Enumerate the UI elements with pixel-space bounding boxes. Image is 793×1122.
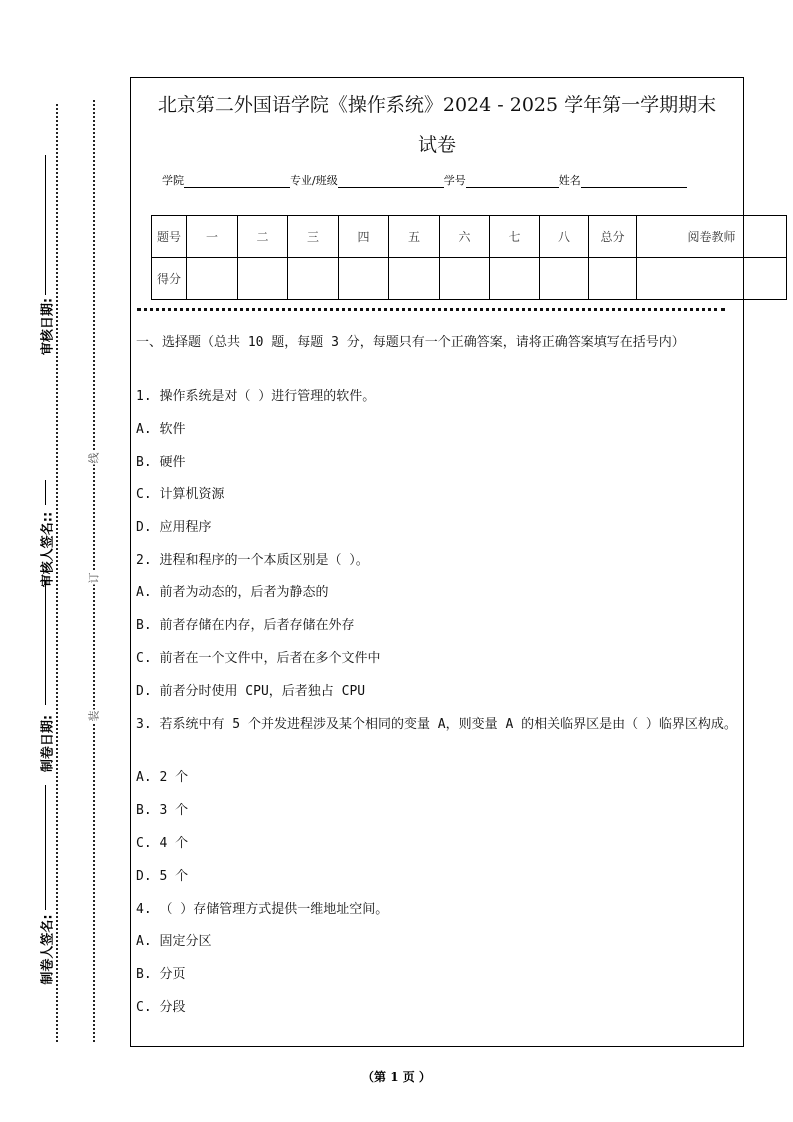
score-cell[interactable] xyxy=(187,258,238,300)
score-cell[interactable] xyxy=(238,258,288,300)
page-number: （第 1 页 ） xyxy=(362,1070,431,1084)
question-3-option-b: B. 3 个 xyxy=(136,803,189,818)
col-header: 三 xyxy=(288,216,339,258)
col-header-total: 总分 xyxy=(589,216,637,258)
review-date-underline[interactable] xyxy=(45,155,46,295)
col-header: 二 xyxy=(238,216,288,258)
maker-date-underline[interactable] xyxy=(45,785,46,910)
question-4-option-b: B. 分页 xyxy=(136,967,186,982)
college-field[interactable] xyxy=(184,174,290,188)
col-header: 六 xyxy=(440,216,490,258)
name-label: 姓名 xyxy=(558,174,581,187)
score-table-header-row xyxy=(152,216,787,258)
score-table xyxy=(151,215,787,300)
dotted-separator xyxy=(137,308,725,311)
col-header: 四 xyxy=(339,216,389,258)
name-field[interactable] xyxy=(581,174,687,188)
section1-heading: 一、选择题（总共 10 题，每题 3 分，每题只有一个正确答案，请将正确答案填写在括号内） xyxy=(136,335,685,350)
student-id-label: 学号 xyxy=(443,174,466,187)
col-header: 八 xyxy=(540,216,589,258)
score-row-label: 得分 xyxy=(152,258,187,300)
question-2-option-c: C. 前者在一个文件中，后者在多个文件中 xyxy=(136,651,381,666)
question-1-option-d: D. 应用程序 xyxy=(136,520,212,535)
question-4-stem: 4. （ ）存储管理方式提供一维地址空间。 xyxy=(136,902,389,917)
college-label: 学院 xyxy=(162,174,184,187)
question-3-stem: 3. 若系统中有 5 个并发进程涉及某个相同的变量 A，则变量 A 的相关临界区是由（ ）临界区构成。 xyxy=(136,717,737,732)
score-cell[interactable] xyxy=(440,258,490,300)
question-number-header: 题号 xyxy=(152,216,187,258)
maker-date-label: 制卷日期: xyxy=(40,714,56,773)
score-cell[interactable] xyxy=(540,258,589,300)
col-header: 一 xyxy=(187,216,238,258)
review-date-label: 审核日期: xyxy=(40,297,56,356)
question-1-option-a: A. 软件 xyxy=(136,422,186,437)
question-3-option-d: D. 5 个 xyxy=(136,869,189,884)
exam-title-line1: 北京第二外国语学院《操作系统》2024 - 2025 学年第一学期期末 xyxy=(157,94,717,116)
score-cell[interactable] xyxy=(490,258,540,300)
exam-title-line2: 试卷 xyxy=(417,134,456,156)
student-id-field[interactable] xyxy=(466,174,559,188)
question-1-stem: 1. 操作系统是对（ ）进行管理的软件。 xyxy=(136,389,376,404)
maker-signature-label: 制卷人签名: xyxy=(40,914,56,985)
question-1-option-b: B. 硬件 xyxy=(136,455,186,470)
question-4-option-a: A. 固定分区 xyxy=(136,934,212,949)
question-4-option-c: C. 分段 xyxy=(136,1000,186,1015)
binding-mark-line: 线 xyxy=(87,452,101,464)
reviewer-signature-label: 审核人签名:: xyxy=(40,511,56,588)
binding-mark-staple: 装 xyxy=(87,710,101,722)
major-class-label: 专业/班级 xyxy=(290,174,338,187)
score-cell-total[interactable] xyxy=(589,258,637,300)
score-table-score-row xyxy=(152,258,787,300)
score-cell[interactable] xyxy=(389,258,440,300)
question-3-option-a: A. 2 个 xyxy=(136,770,189,785)
binding-mark-bind: 订 xyxy=(87,572,101,584)
major-class-field[interactable] xyxy=(338,174,444,188)
question-2-stem: 2. 进程和程序的一个本质区别是（ ）。 xyxy=(136,553,369,568)
question-1-option-c: C. 计算机资源 xyxy=(136,487,225,502)
score-cell[interactable] xyxy=(288,258,339,300)
question-2-option-d: D. 前者分时使用 CPU，后者独占 CPU xyxy=(136,684,366,699)
score-cell-grader[interactable] xyxy=(637,258,787,300)
student-info-row xyxy=(162,172,687,188)
col-header: 七 xyxy=(490,216,540,258)
question-2-option-b: B. 前者存储在内存，后者存储在外存 xyxy=(136,618,355,633)
question-3-option-c: C. 4 个 xyxy=(136,836,189,851)
question-2-option-a: A. 前者为动态的，后者为静态的 xyxy=(136,585,329,600)
outer-dotted-line xyxy=(56,104,58,1042)
col-header: 五 xyxy=(389,216,440,258)
score-cell[interactable] xyxy=(339,258,389,300)
col-header-grader: 阅卷教师 xyxy=(637,216,787,258)
